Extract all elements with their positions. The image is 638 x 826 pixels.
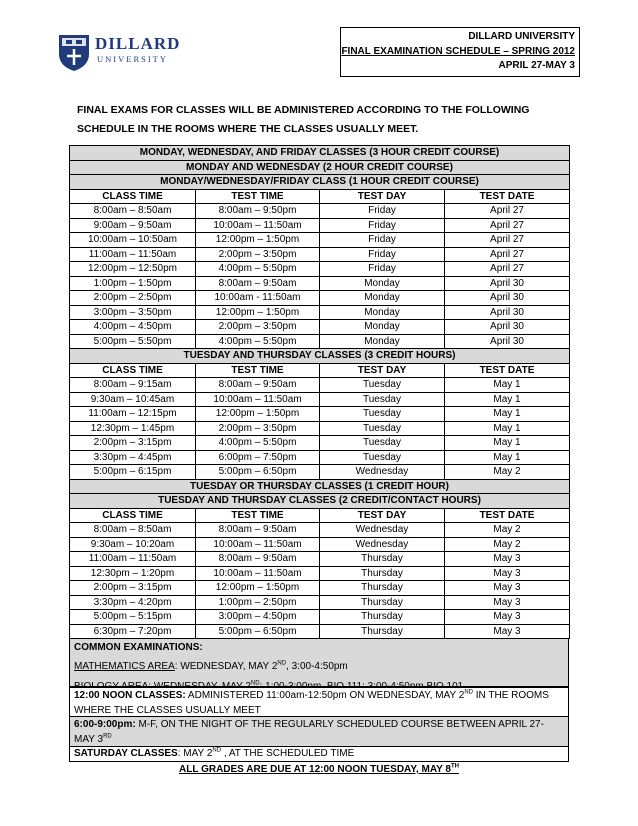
table-cell: Monday [320,291,445,306]
column-header-row [70,363,570,378]
column-header-row [70,508,570,523]
table-cell: 8:00am – 8:50am [70,523,196,538]
table-cell: 10:00am – 11:50am [196,566,320,581]
table-cell: 11:00am – 11:50am [70,247,196,262]
table-row [70,465,570,480]
table-cell: 8:00am – 9:50am [196,276,320,291]
table-cell: Tuesday [320,407,445,422]
column-header: TEST DATE [445,508,570,523]
table-cell: April 30 [445,305,570,320]
table-cell: 5:00pm – 6:50pm [196,465,320,480]
section-title-row [70,146,570,161]
table-row [70,421,570,436]
column-header: TEST DATE [445,189,570,204]
table-cell: 3:00pm – 4:50pm [196,610,320,625]
column-header: TEST DATE [445,363,570,378]
table-cell: 2:00pm – 3:50pm [196,320,320,335]
table-cell: Tuesday [320,450,445,465]
table-row [70,581,570,596]
table-cell: Monday [320,320,445,335]
table-row [70,233,570,248]
document-header [340,27,580,77]
table-row [70,204,570,219]
table-cell: May 1 [445,392,570,407]
table-row [70,407,570,422]
table-cell: Friday [320,247,445,262]
table-cell: April 30 [445,320,570,335]
table-row [70,218,570,233]
evening-classes-label: 6:00-9:00pm: [74,719,136,730]
saturday-classes-date: : MAY 2 [177,748,213,759]
column-header: TEST TIME [196,363,320,378]
section-title: MONDAY, WEDNESDAY, AND FRIDAY CLASSES (3 HOUR CREDIT COURSE) [70,146,570,161]
table-cell: 8:00am – 9:15am [70,378,196,393]
saturday-classes-sup: ND [212,747,222,754]
table-cell: 6:30pm – 7:20pm [70,624,196,639]
table-cell: May 1 [445,436,570,451]
table-cell: April 27 [445,204,570,219]
table-cell: 10:00am – 10:50am [70,233,196,248]
header-title: FINAL EXAMINATION SCHEDULE – SPRING 2012 [341,45,575,57]
table-cell: 12:00pm – 1:50pm [196,581,320,596]
table-cell: May 2 [445,465,570,480]
table-cell: April 30 [445,334,570,349]
table-cell: 2:00pm – 3:50pm [196,247,320,262]
grades-due-sup: TH [450,763,459,770]
column-header: TEST DAY [320,189,445,204]
table-cell: 1:00pm – 2:50pm [196,595,320,610]
section-title: MONDAY AND WEDNESDAY (2 HOUR CREDIT COURSE) [70,160,570,175]
saturday-classes-text: , AT THE SCHEDULED TIME [221,748,355,759]
table-cell: Thursday [320,595,445,610]
grades-due-text: ALL GRADES ARE DUE AT 12:00 NOON TUESDAY, MAY 8 [179,764,451,775]
table-cell: 3:30pm – 4:20pm [70,595,196,610]
shield-icon [57,32,91,72]
table-row [70,262,570,277]
table-cell: 10:00am – 11:50am [196,392,320,407]
section-title-row [70,479,570,494]
table-cell: 5:00pm – 5:15pm [70,610,196,625]
table-row [70,624,570,639]
table-cell: April 27 [445,218,570,233]
table-cell: 6:00pm – 7:50pm [196,450,320,465]
table-cell: 10:00am – 11:50am [196,218,320,233]
table-cell: Tuesday [320,392,445,407]
table-row [70,552,570,567]
table-row [70,320,570,335]
table-cell: 5:00pm – 6:50pm [196,624,320,639]
table-cell: 4:00pm – 4:50pm [70,320,196,335]
column-header: TEST TIME [196,508,320,523]
table-cell: 12:00pm – 1:50pm [196,233,320,248]
math-area-time: , 3:00-4:50pm [286,661,348,672]
table-cell: May 3 [445,581,570,596]
table-cell: May 3 [445,595,570,610]
bio-area-sup: ND [250,680,260,687]
table-cell: 9:30am – 10:45am [70,392,196,407]
column-header: TEST TIME [196,189,320,204]
table-cell: May 2 [445,537,570,552]
column-header: TEST DAY [320,508,445,523]
table-cell: 1:00pm – 1:50pm [70,276,196,291]
table-cell: April 30 [445,291,570,306]
table-cell: 2:00pm – 3:15pm [70,436,196,451]
table-cell: 11:00am – 12:15pm [70,407,196,422]
table-cell: April 27 [445,233,570,248]
table-cell: 2:00pm – 2:50pm [70,291,196,306]
table-cell: 12:30pm – 1:20pm [70,566,196,581]
table-cell: 8:00am – 9:50am [196,523,320,538]
table-row [70,537,570,552]
table-cell: 10:00am – 11:50am [196,537,320,552]
intro-text: FINAL EXAMS FOR CLASSES WILL BE ADMINISTERED ACCORDING TO THE FOLLOWING SCHEDULE IN THE ROOMS WHERE THE CLASSES USUALLY MEET. [77,104,530,135]
table-cell: 8:00am – 9:50am [196,552,320,567]
table-cell: 8:00am – 9:50am [196,378,320,393]
table-cell: 10:00am - 11:50am [196,291,320,306]
table-cell: April 30 [445,276,570,291]
header-dates: APRIL 27-MAY 3 [498,60,575,71]
evening-classes-text: M-F, ON THE NIGHT OF THE REGULARLY SCHEDULED COURSE BETWEEN APRIL 27-MAY 3 [74,719,544,745]
table-row [70,610,570,625]
noon-classes-text: ADMINISTERED 11:00am-12:50pm ON WEDNESDAY, MAY 2 [185,690,465,701]
table-cell: Thursday [320,566,445,581]
column-header: TEST DAY [320,363,445,378]
logo-name: DILLARD [95,34,181,53]
table-row [70,566,570,581]
table-cell: 5:00pm – 6:15pm [70,465,196,480]
noon-classes-sup: ND [464,689,473,696]
table-cell: Thursday [320,610,445,625]
table-row [70,276,570,291]
table-row [70,523,570,538]
saturday-classes-label: SATURDAY CLASSES [74,748,178,759]
table-cell: 8:00am – 8:50am [70,204,196,219]
section-title: MONDAY/WEDNESDAY/FRIDAY CLASS (1 HOUR CREDIT COURSE) [70,175,570,190]
table-row [70,378,570,393]
logo-subtitle: UNIVERSITY [97,54,168,64]
grades-due-notice [69,764,569,775]
table-row [70,291,570,306]
table-cell: 4:00pm – 5:50pm [196,262,320,277]
table-cell: May 1 [445,407,570,422]
column-header: CLASS TIME [70,508,196,523]
table-cell: May 3 [445,566,570,581]
table-cell: Friday [320,233,445,248]
math-area-label: MATHEMATICS AREA [74,661,175,672]
common-exams-title: COMMON EXAMINATIONS: [74,642,203,653]
university-logo [57,32,181,76]
section-title: TUESDAY AND THURSDAY CLASSES (3 CREDIT HOURS) [70,349,570,364]
table-row [70,436,570,451]
noon-classes-box [69,687,569,717]
section-title-row [70,349,570,364]
common-exams-box [69,639,569,687]
table-cell: May 3 [445,610,570,625]
table-cell: 11:00am – 11:50am [70,552,196,567]
section-title-row [70,494,570,509]
table-cell: Monday [320,276,445,291]
column-header-row [70,189,570,204]
table-cell: April 27 [445,262,570,277]
table-cell: Tuesday [320,421,445,436]
table-cell: Thursday [320,552,445,567]
table-cell: 12:00pm – 1:50pm [196,305,320,320]
table-cell: May 2 [445,523,570,538]
table-cell: April 27 [445,247,570,262]
evening-classes-sup: RD [103,733,112,740]
table-cell: 9:30am – 10:20am [70,537,196,552]
table-cell: Wednesday [320,465,445,480]
table-cell: May 1 [445,421,570,436]
table-row [70,334,570,349]
math-area-line [74,659,564,675]
section-title-row [70,175,570,190]
table-row [70,305,570,320]
section-title: TUESDAY OR THURSDAY CLASSES (1 CREDIT HOUR) [70,479,570,494]
table-cell: 3:00pm – 3:50pm [70,305,196,320]
table-cell: 12:00pm – 12:50pm [70,262,196,277]
table-row [70,450,570,465]
table-cell: Monday [320,305,445,320]
table-cell: Monday [320,334,445,349]
table-cell: 5:00pm – 5:50pm [70,334,196,349]
table-cell: 12:30pm – 1:45pm [70,421,196,436]
table-cell: May 1 [445,378,570,393]
column-header: CLASS TIME [70,189,196,204]
table-cell: Tuesday [320,436,445,451]
table-cell: Friday [320,218,445,233]
table-cell: 4:00pm – 5:50pm [196,436,320,451]
section-title: TUESDAY AND THURSDAY CLASSES (2 CREDIT/CONTACT HOURS) [70,494,570,509]
table-cell: Friday [320,204,445,219]
table-cell: 12:00pm – 1:50pm [196,407,320,422]
table-cell: Wednesday [320,523,445,538]
table-cell: 2:00pm – 3:15pm [70,581,196,596]
table-cell: May 1 [445,450,570,465]
table-cell: May 3 [445,624,570,639]
table-row [70,392,570,407]
section-title-row [70,160,570,175]
table-cell: 4:00pm – 5:50pm [196,334,320,349]
table-row [70,595,570,610]
table-cell: Tuesday [320,378,445,393]
table-cell: Thursday [320,581,445,596]
header-university: DILLARD UNIVERSITY [468,31,575,42]
table-cell: 3:30pm – 4:45pm [70,450,196,465]
saturday-classes-box [69,747,569,762]
evening-classes-box [69,717,569,747]
table-cell: May 3 [445,552,570,567]
noon-classes-label: 12:00 NOON CLASSES: [74,690,186,701]
exam-schedule-table [69,145,570,639]
math-area-sup: ND [277,660,287,667]
math-area-date: : WEDNESDAY, MAY 2 [174,661,278,672]
table-cell: 8:00am – 9:50pm [196,204,320,219]
table-cell: 9:00am – 9:50am [70,218,196,233]
table-row [70,247,570,262]
column-header: CLASS TIME [70,363,196,378]
noon-classes-rest: IN THE ROOMS WHERE THE CLASSES USUALLY MEET [74,690,549,716]
table-cell: Friday [320,262,445,277]
table-cell: Thursday [320,624,445,639]
table-cell: 2:00pm – 3:50pm [196,421,320,436]
table-cell: Wednesday [320,537,445,552]
